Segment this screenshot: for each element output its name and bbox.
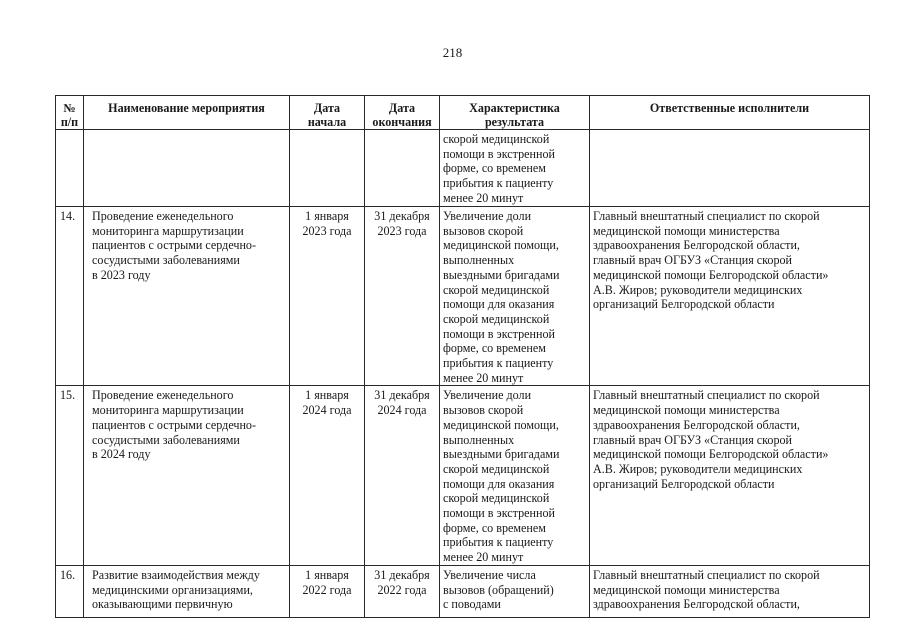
table-row-14 <box>56 207 870 386</box>
table-header-row <box>56 96 870 130</box>
header-number: № п/п <box>56 96 84 130</box>
page-number: 218 <box>442 45 463 60</box>
header-result: Характеристика результата <box>440 96 590 130</box>
row-result: Увеличение числа вызовов (обращений) с поводами <box>440 565 590 617</box>
row-number: 15. <box>56 386 84 565</box>
table-row-15 <box>56 386 870 565</box>
row-number: 14. <box>56 207 84 386</box>
row-name: Развитие взаимодействия между медицинскими организациями, оказывающими первичную <box>84 565 290 617</box>
measures-table <box>55 95 870 618</box>
row-end-date: 31 декабря 2023 года <box>365 207 440 386</box>
header-responsible: Ответственные исполнители <box>590 96 870 130</box>
header-end-date: Дата окончания <box>365 96 440 130</box>
header-name: Наименование мероприятия <box>84 96 290 130</box>
row-number: 16. <box>56 565 84 617</box>
row-responsible <box>590 130 870 207</box>
row-end-date: 31 декабря 2024 года <box>365 386 440 565</box>
row-end-date <box>365 130 440 207</box>
row-responsible: Главный внештатный специалист по скорой медицинской помощи министерства здравоохранения Белгородской области, <box>590 565 870 617</box>
row-start-date <box>290 130 365 207</box>
row-responsible: Главный внештатный специалист по скорой медицинской помощи министерства здравоохранения Белгородской области, главный врач ОГБУЗ «Станция скорой медицинской помощи Белгородской области» А.В. Жиров; руководители медицинских организаций Белгородской области <box>590 207 870 386</box>
row-result: Увеличение доли вызовов скорой медицинской помощи, выполненных выездными бригадами скорой медицинской помощи для оказания скорой медицинской помощи в экстренной форме, со временем прибытия к пациенту менее 20 минут <box>440 207 590 386</box>
row-end-date: 31 декабря 2022 года <box>365 565 440 617</box>
row-start-date: 1 января 2023 года <box>290 207 365 386</box>
table-row-16 <box>56 565 870 617</box>
row-name: Проведение еженедельного мониторинга маршрутизации пациентов с острыми сердечно- сосудистыми заболеваниями в 2023 году <box>84 207 290 386</box>
row-result: Увеличение доли вызовов скорой медицинской помощи, выполненных выездными бригадами скорой медицинской помощи для оказания скорой медицинской помощи в экстренной форме, со временем прибытия к пациенту менее 20 минут <box>440 386 590 565</box>
row-name <box>84 130 290 207</box>
row-number <box>56 130 84 207</box>
table-row-continuation <box>56 130 870 207</box>
row-result: скорой медицинской помощи в экстренной форме, со временем прибытия к пациенту менее 20 минут <box>440 130 590 207</box>
row-name: Проведение еженедельного мониторинга маршрутизации пациентов с острыми сердечно- сосудистыми заболеваниями в 2024 году <box>84 386 290 565</box>
row-responsible: Главный внештатный специалист по скорой медицинской помощи министерства здравоохранения Белгородской области, главный врач ОГБУЗ «Станция скорой медицинской помощи Белгородской области» А.В. Жиров; руководители медицинских организаций Белгородской области <box>590 386 870 565</box>
row-start-date: 1 января 2024 года <box>290 386 365 565</box>
row-start-date: 1 января 2022 года <box>290 565 365 617</box>
header-start-date: Дата начала <box>290 96 365 130</box>
